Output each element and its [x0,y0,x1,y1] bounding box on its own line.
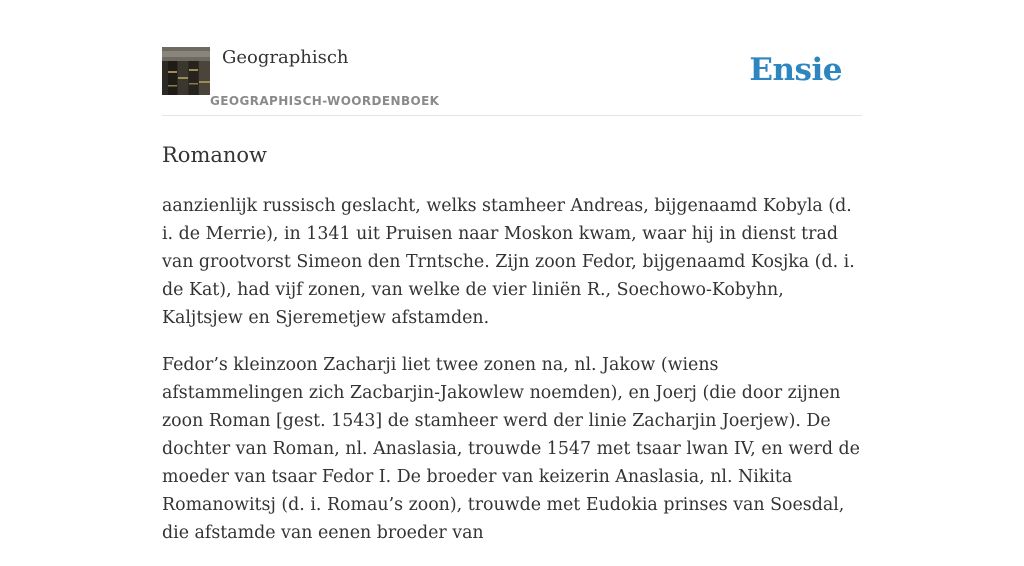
entry-body [162,192,862,566]
entry-paragraph: Fedor’s kleinzoon Zacharji liet twee zonen na, nl. Jakow (wiens afstammelingen zich Zacbarjin-Jakowlew noemden), en Joerj (die door zijnen zoon Roman [gest. 1543] de stamheer werd der linie Zacharjin Joerjew). De dochter van Roman, nl. Anaslasia, trouwde 1547 met tsaar lwan IV, en werd de moeder van tsaar Fedor I. De broeder van keizerin Anaslasia, nl. Nikita Romanowitsj (d. i. Romau’s zoon), trouwde met Eudokia prinses van Soesdal, die afstamde van eenen broeder van [162,355,860,543]
ensie-logo-link[interactable]: Ensie [749,52,842,88]
entry-paragraph: aanzienlijk russisch geslacht, welks stamheer Andreas, bijgenaamd Kobyla (d. i. de Merrie), in 1341 uit Pruisen naar Moskon kwam, waar hij in dienst trad van grootvorst Simeon den Trntsche. Zijn zoon Fedor, bijgenaamd Kosjka (d. i. de Kat), had vijf zonen, van welke de vier liniën R., Soechowo-Kobyhn, Kaljtsjew en Sjeremetjew afstamden. [162,196,855,328]
page-container [162,0,862,543]
entry-title: Romanow [162,143,268,167]
site-header [162,0,862,116]
site-subtitle[interactable]: GEOGRAPHISCH-WOORDENBOEK [210,94,440,108]
avatar[interactable] [162,47,210,95]
book-spines-avatar-icon [162,47,210,95]
site-title[interactable]: Geographisch [222,47,349,68]
